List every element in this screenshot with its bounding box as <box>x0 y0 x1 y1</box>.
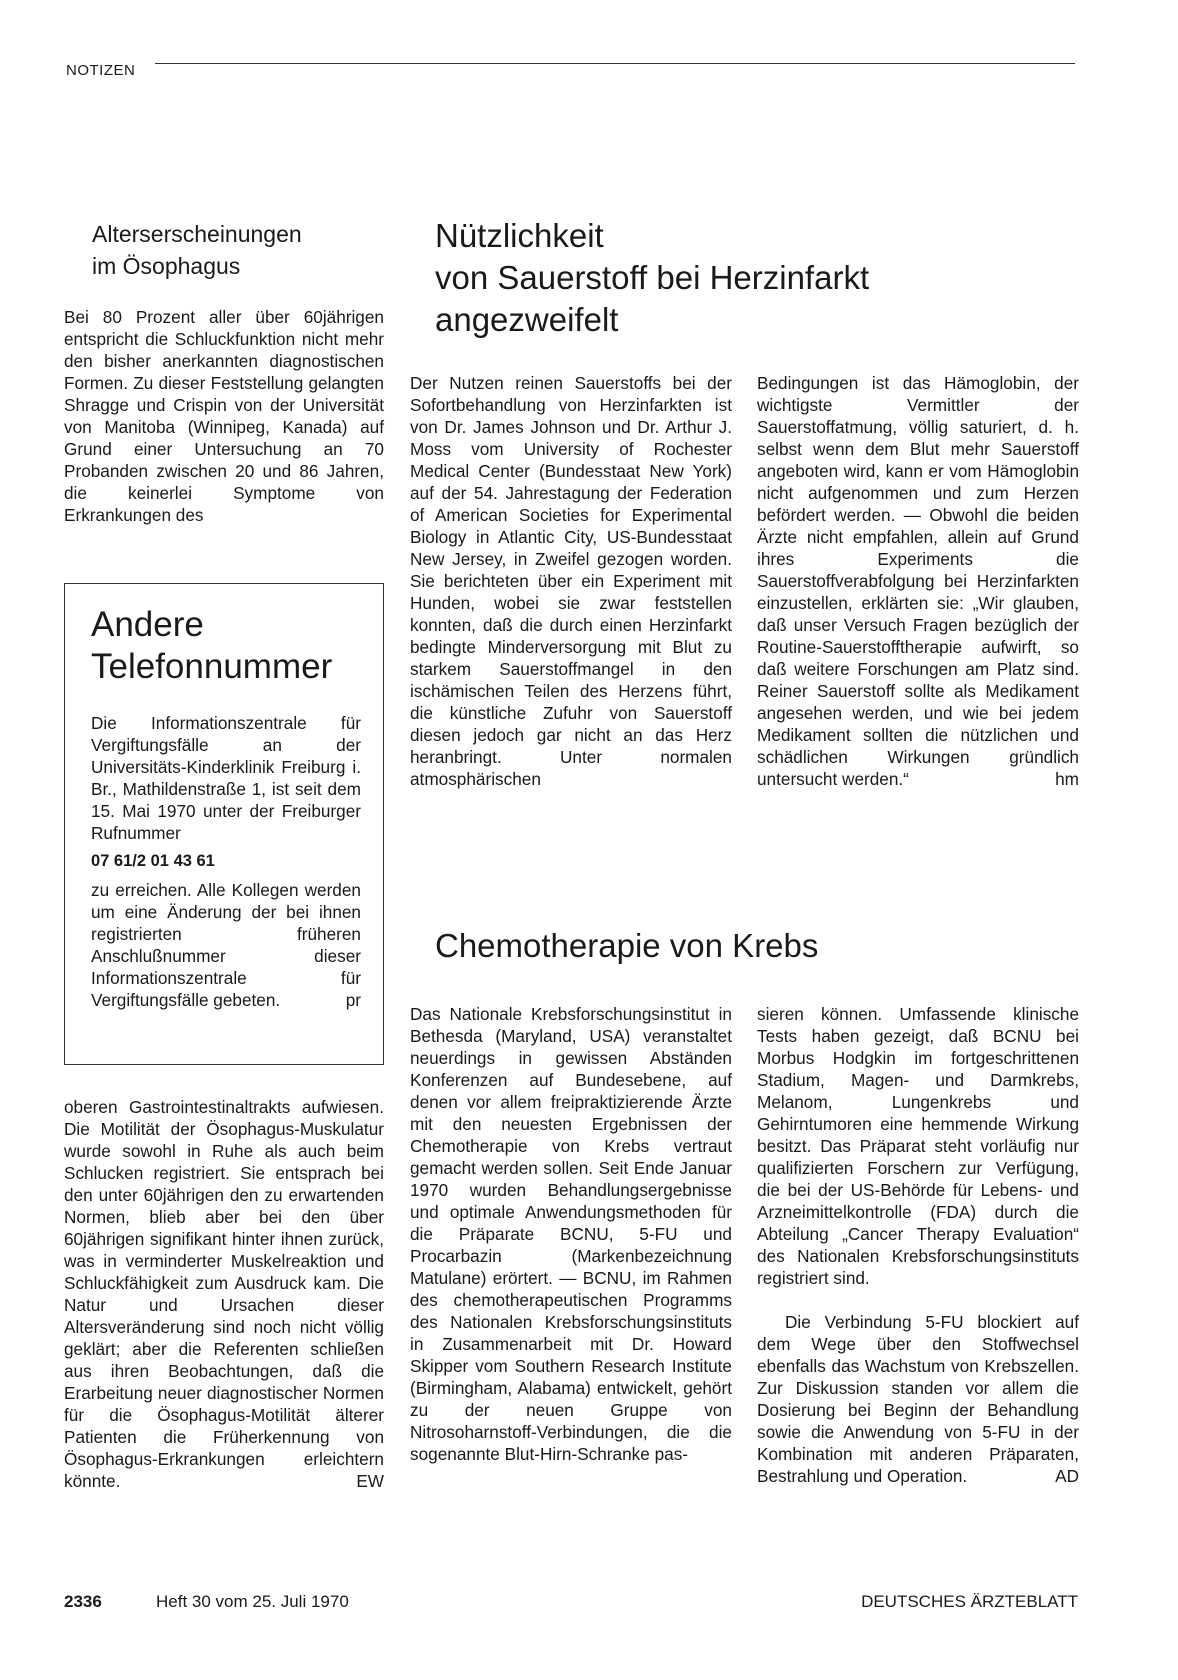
oxygen-title <box>435 215 1055 341</box>
infobox-title-line1: Andere <box>91 605 204 644</box>
aging-body-part1: Bei 80 Prozent aller über 60jährigen entspricht die Schluckfunktion nicht mehr den bisher anerkannten diagnostischen Formen. Zu dieser Feststellung gelangten Shragge und Crispin von der Universität von Manitoba (Winnipeg, Kanada) auf Grund einer Untersuchung an 70 Probanden zwischen 20 und 86 Jahren, die keinerlei Symptome von Erkrankungen des <box>64 307 384 525</box>
issue-info: Heft 30 vom 25. Juli 1970 <box>156 1592 349 1611</box>
chemo-col2-para2-text: Die Verbindung 5-FU blockiert auf dem Wege über den Stoffwechsel ebenfalls das Wachstum von Krebszellen. Zur Diskussion standen vor allem die Dosierung bei Beginn der Behandlung sowie die Anwendung von 5-FU in der Kombination mit anderen Präparaten, Bestrahlung und Operation. <box>757 1312 1079 1486</box>
chemo-col2-para1: sieren können. Umfassende klinische Tests haben gezeigt, daß BCNU bei Morbus Hodgkin im fortgeschrittenen Stadium, Magen- und Darmkrebs, Melanom, Lungenkrebs und Gehirntumoren eine hemmende Wirkung besitzt. Das Präparat steht vorläufig nur qualifizierten Forschern zur Verfügung, die bei der US-Behörde für Lebens- und Arzneimittelkontrolle (FDA) durch die Abteilung „Cancer Therapy Evaluation“ des Nationalen Krebsforschungsinstituts registriert sind. <box>757 1004 1079 1288</box>
section-label: NOTIZEN <box>66 62 136 79</box>
header-rule <box>155 63 1075 64</box>
chemo-signature: AD <box>1055 1466 1079 1486</box>
page-number: 2336 <box>64 1592 102 1611</box>
info-box <box>64 583 384 1065</box>
oxygen-col1: Der Nutzen reinen Sauerstoffs bei der Sofortbehandlung von Herzinfarkten ist von Dr. James Johnson und Dr. Arthur J. Moss vom University of Rochester Medical Center (Bundesstaat New York) auf der 54. Jahrestagung der Federation of American Societies for Experimental Biology in Atlantic City, US-Bundesstaat New Jersey, in Zweifel gezogen worden. Sie berichteten über ein Experiment mit Hunden, wobei sie zwar feststellen konnten, daß die durch einen Herzinfarkt bedingte Minderversorgung mit Blut zu starkem Sauerstoffmangel in den ischämischen Teilen des Herzens führt, die künstliche Zufuhr von Sauerstoff diesen jedoch gar nicht an das Herz heranbringt. Unter normalen atmosphärischen <box>410 373 732 789</box>
aging-body-part2 <box>64 1096 384 1492</box>
journal-name: DEUTSCHES ÄRZTEBLATT <box>861 1592 1078 1611</box>
infobox-signature: pr <box>345 990 361 1010</box>
aging-title <box>92 218 392 282</box>
aging-signature: EW <box>356 1471 384 1491</box>
oxygen-col2-text: Bedingungen ist das Hämoglobin, der wichtigste Vermittler der Sauerstoffatmung, völlig saturiert, d. h. selbst wenn dem Blut mehr Sauerstoff angeboten wird, kann er vom Hämoglobin nicht aufgenommen und zum Herzen befördert werden. — Obwohl die beiden Ärzte nicht empfahlen, allein auf Grund ihres Experiments die Sauerstoffverabfolgung bei Herzinfarkten einzustellen, erklärten sie: „Wir glauben, daß unser Versuch Fragen bezüglich der Routine-Sauerstofftherapie aufwirft, so daß weitere Forschungen am Platz sind. Reiner Sauerstoff sollte als Medikament angesehen werden, und wie bei jedem Medikament sollten die nützlichen und schädlichen Wirkungen gründlich untersucht werden.“ <box>757 373 1079 789</box>
infobox-phone-number: 07 61/2 01 43 61 <box>91 852 215 870</box>
aging-body-part2-text: oberen Gastrointestinaltrakts aufwiesen. Die Motilität der Ösophagus-Muskulatur wurde sowohl in Ruhe als auch beim Schlucken registriert. Sie entsprach bei den unter 60jährigen den zu erwartenden Normen, blieb aber bei den über 60jährigen signifikant hinter ihnen zurück, was in verminderter Muskelreaktion und Schluckfähigkeit zum Ausdruck kam. Die Natur und Ursachen dieser Altersveränderung sind noch nicht völlig geklärt; aber die Referenten schließen aus ihren Beobachtungen, daß die Erarbeitung neuer diagnostischer Normen für die Ösophagus-Motilität älterer Patienten die Früherkennung von Ösophagus-Erkrankungen erleichtern könnte. <box>64 1097 384 1491</box>
infobox-title-line2: Telefonnummer <box>91 647 333 686</box>
chemo-col1: Das Nationale Krebsforschungsinstitut in Bethesda (Maryland, USA) veranstaltet neuerdings in gewissen Abständen Konferenzen auf Bundesebene, auf denen vor allem freipraktizierende Ärzte mit den neuesten Ergebnissen der Chemotherapie von Krebs vertraut gemacht werden sollen. Seit Ende Januar 1970 wurden Behandlungsergebnisse und optimale Anwendungsmethoden für die Präparate BCNU, 5-FU und Procarbazin (Markenbezeichnung Matulane) erörtert. — BCNU, im Rahmen des chemotherapeutischen Programms des Nationalen Krebsforschungsinstituts in Zusammenarbeit mit Dr. Howard Skipper vom Southern Research Institute (Birmingham, Alabama) entwickelt, gehört zu der neuen Gruppe von Nitrosoharnstoff-Verbindungen, die die sogenannte Blut-Hirn-Schranke pas- <box>410 1004 732 1464</box>
oxygen-title-line2: von Sauerstoff bei Herzinfarkt <box>435 259 870 296</box>
aging-title-line1: Alterserscheinungen <box>92 221 302 247</box>
chemo-col2 <box>757 1003 1079 1487</box>
oxygen-title-line3: angezweifelt <box>435 301 619 338</box>
chemo-title: Chemotherapie von Krebs <box>435 927 819 964</box>
infobox-text1: Die Informationszentrale für Vergiftungsfälle an der Universitäts-Kinderklinik Freiburg i. Br., Mathildenstraße 1, ist seit dem 15. Mai 1970 unter der Freiburger Rufnummer <box>91 713 361 843</box>
oxygen-col2 <box>757 372 1079 790</box>
chemo-col2-para2 <box>757 1311 1079 1487</box>
infobox-text2-body: zu erreichen. Alle Kollegen werden um eine Änderung der bei ihnen registrierten früheren Anschlußnummer dieser Informationszentrale für Vergiftungsfälle gebeten. <box>91 880 361 1010</box>
oxygen-title-line1: Nützlichkeit <box>435 217 604 254</box>
infobox-text2 <box>91 879 361 1011</box>
oxygen-signature: hm <box>1055 769 1079 789</box>
aging-title-line2: im Ösophagus <box>92 253 241 279</box>
